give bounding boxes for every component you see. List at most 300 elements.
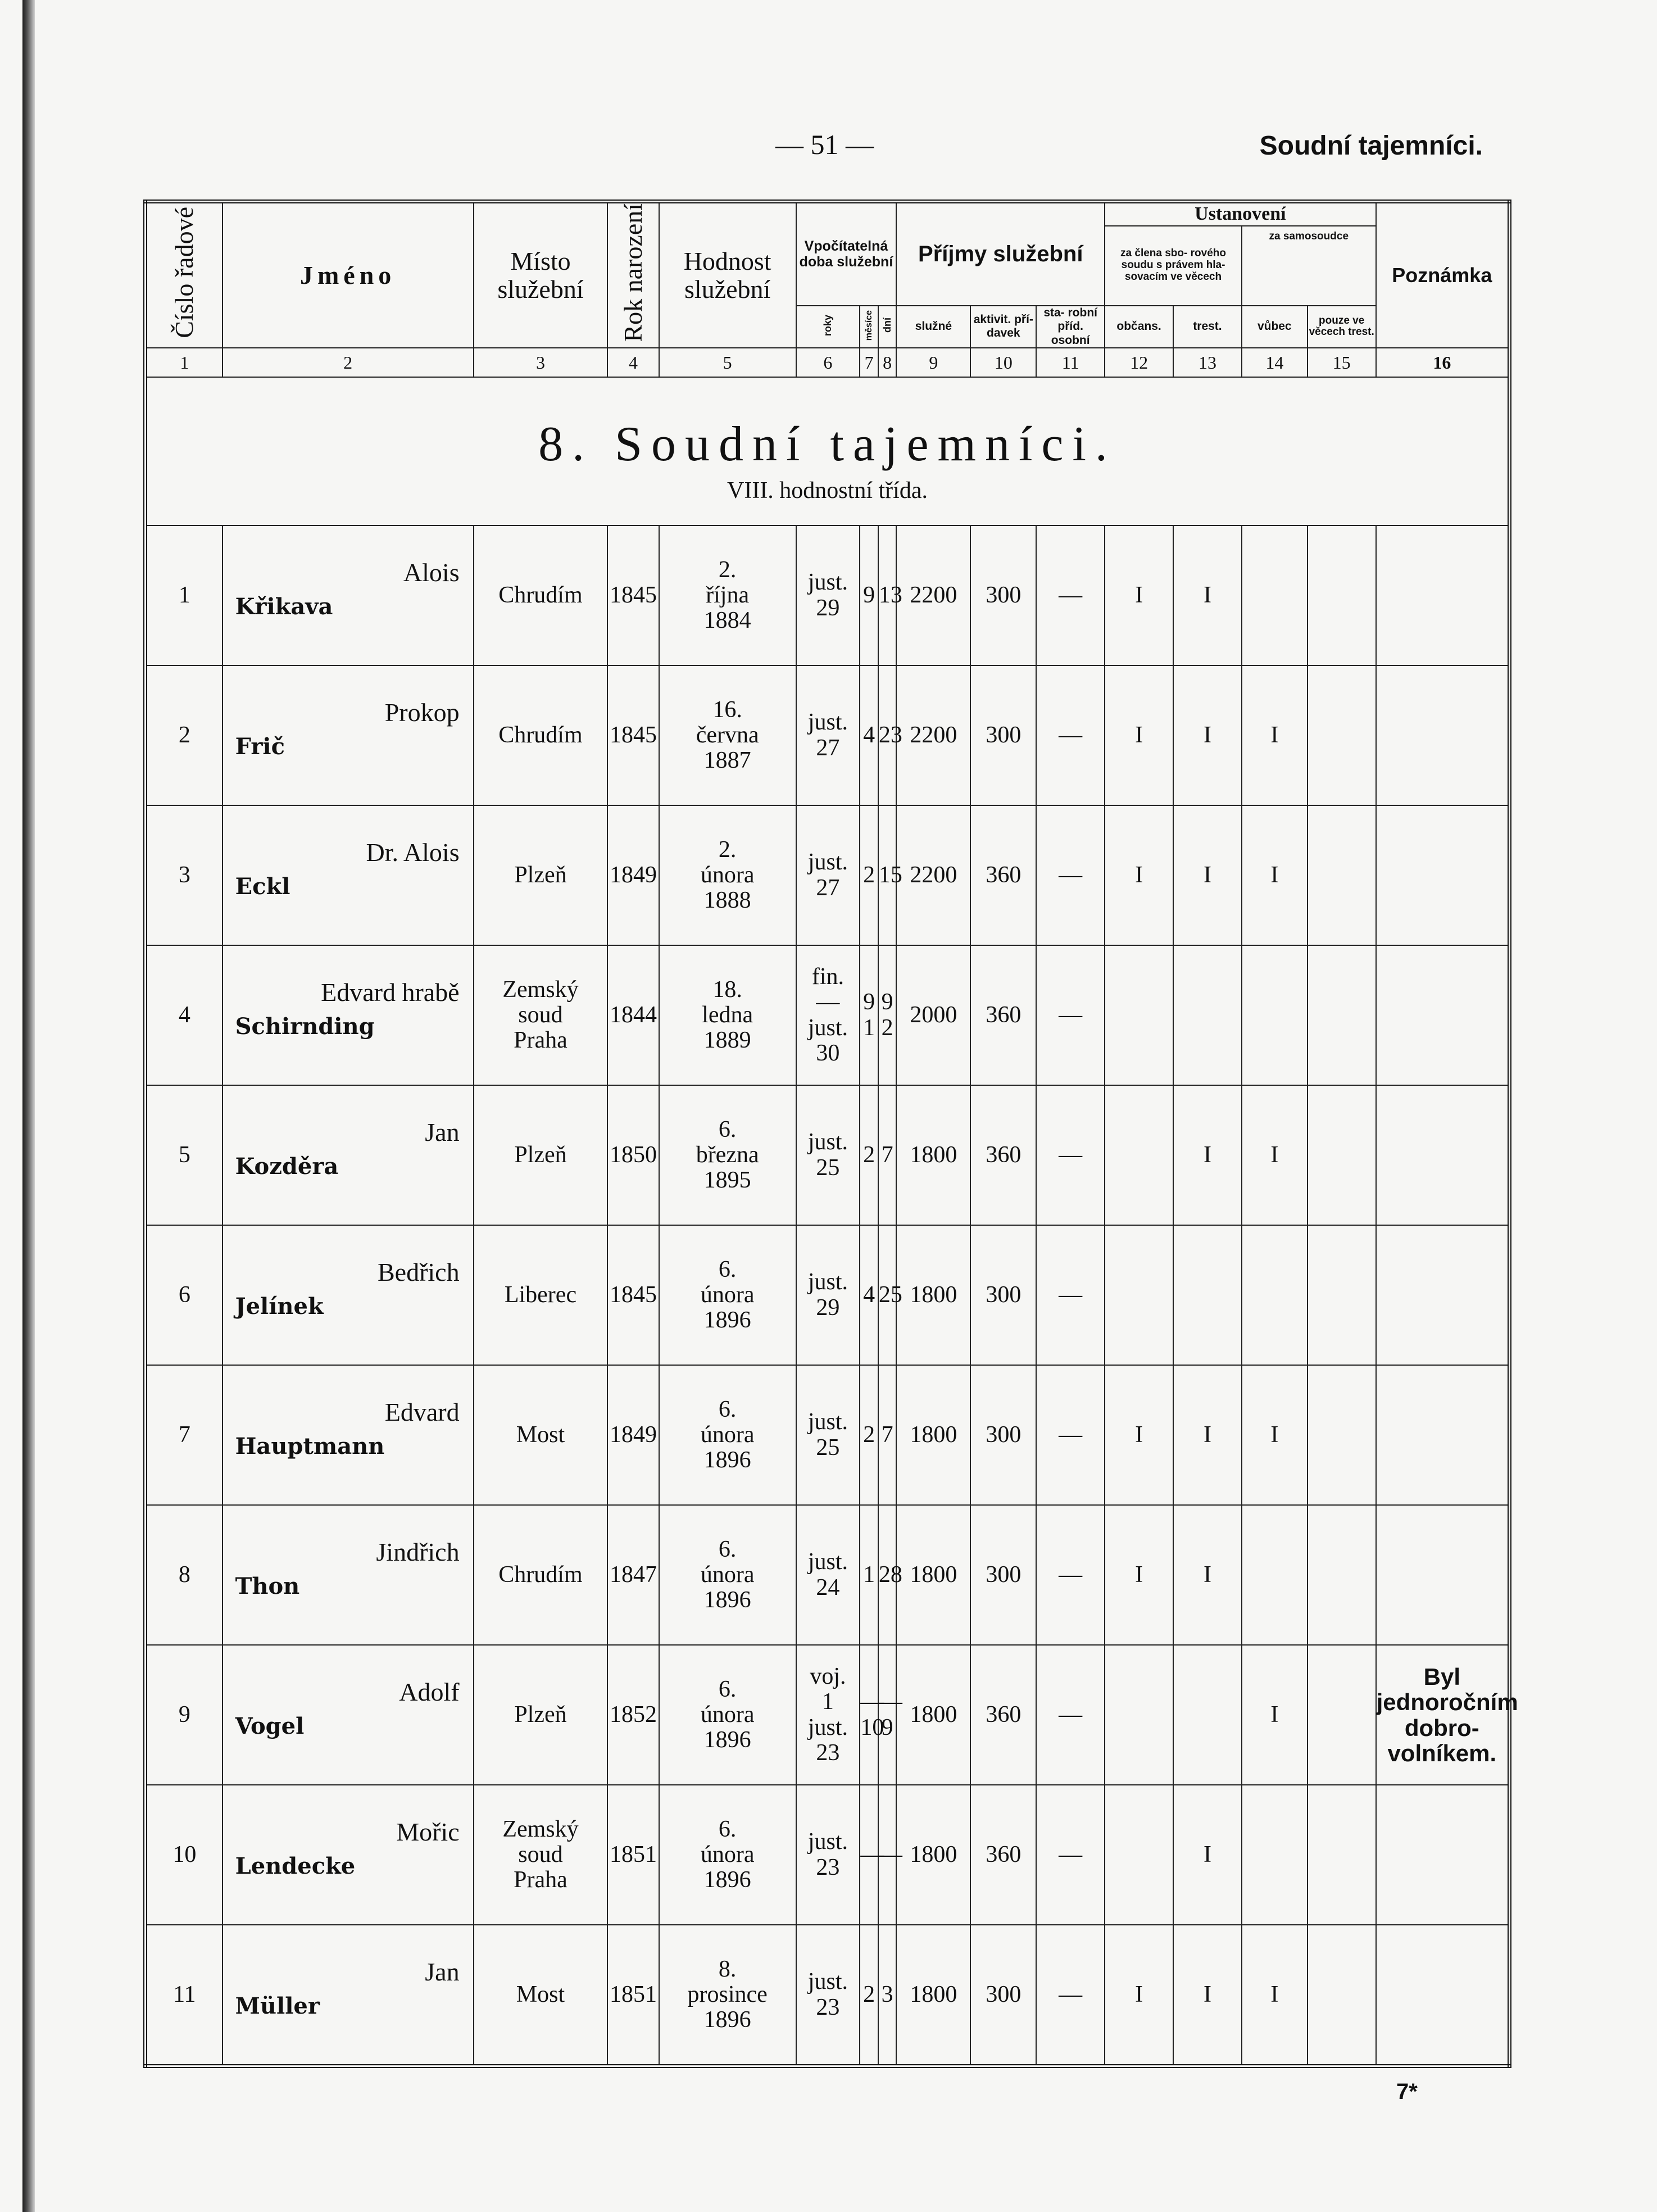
given-name: Alois	[403, 558, 460, 587]
service-years-cell-line: just.	[807, 1714, 848, 1740]
service-years-cell-line: 1	[821, 1689, 834, 1715]
criminal-appointment-cell: I	[1173, 805, 1242, 945]
rank-date-cell-line: 6.	[718, 1816, 737, 1842]
service-months-cell-line: 4	[863, 1282, 875, 1308]
service-months-cell-line: 2	[863, 1982, 875, 2008]
birth-year-cell: 1852	[607, 1645, 659, 1785]
service-months-cell	[860, 1365, 878, 1505]
header-months: měsíce	[860, 306, 878, 348]
rank-date-cell-line: 1896	[703, 1447, 751, 1474]
surname: Hauptmann	[235, 1433, 385, 1460]
remark-cell	[1376, 1505, 1510, 1645]
rank-date-cell-line: února	[700, 1562, 755, 1588]
service-years-cell-line: fin.	[811, 963, 844, 990]
given-name: Adolf	[399, 1678, 460, 1707]
rank-date-cell-line: 1888	[703, 887, 751, 914]
column-number: 7	[860, 348, 878, 377]
salary-cell: 2200	[896, 805, 970, 945]
rank-date-cell-line: 2.	[718, 556, 737, 583]
serial-number-cell: 11	[146, 1925, 223, 2066]
birth-year-cell: 1845	[607, 1225, 659, 1365]
service-days-cell-line: 28	[878, 1562, 902, 1588]
rank-date-cell-line: října	[706, 582, 750, 609]
header-rank: Hodnost služební	[659, 202, 796, 348]
given-name: Prokop	[384, 698, 460, 727]
service-years-cell-line: 24	[816, 1574, 840, 1601]
service-days-cell-line: 15	[878, 862, 902, 889]
salary-cell: 1800	[896, 1645, 970, 1785]
service-months-cell-line: 9	[863, 582, 875, 609]
service-years-cell-line: just.	[807, 1549, 848, 1575]
salary-cell: 2200	[896, 525, 970, 665]
rank-date-cell-line: 1889	[703, 1027, 751, 1054]
given-name: Jan	[425, 1118, 460, 1147]
personal-bonus-cell: —	[1036, 525, 1105, 665]
service-months-cell	[860, 1225, 878, 1365]
service-months-cell-line: 1	[863, 1014, 875, 1041]
given-name: Dr. Alois	[366, 838, 460, 867]
section-title: 8. Soudní tajemníci.	[538, 416, 1116, 472]
single-judge-general-cell: I	[1242, 1925, 1308, 2066]
name-cell	[223, 805, 474, 945]
duty-station-cell-line: Zemský	[502, 1816, 579, 1842]
birth-year-cell: 1849	[607, 805, 659, 945]
salary-cell: 2200	[896, 665, 970, 805]
header-criminal: trest.	[1173, 306, 1242, 348]
table-row	[146, 1365, 1510, 1505]
rank-date-cell	[659, 1365, 796, 1505]
rank-date-cell-line: února	[700, 1702, 755, 1728]
service-days-cell	[878, 1785, 902, 1925]
given-name: Edvard	[384, 1398, 460, 1427]
service-months-cell	[860, 1645, 884, 1785]
service-months-cell-line: 2	[863, 862, 875, 889]
personal-bonus-cell: —	[1036, 665, 1105, 805]
rank-date-cell-line: února	[700, 1282, 755, 1308]
birth-year-cell: 1847	[607, 1505, 659, 1645]
personnel-register-table	[143, 200, 1518, 2068]
duty-station-cell-line: Chrudím	[498, 722, 583, 749]
surname: Vogel	[235, 1713, 305, 1740]
criminal-appointment-cell: I	[1173, 1505, 1242, 1645]
rank-date-cell	[659, 1085, 796, 1225]
service-days-cell-line: 9	[881, 989, 893, 1016]
service-days-cell-line: 25	[878, 1282, 902, 1308]
single-judge-criminal-cell	[1308, 805, 1376, 945]
section-heading-cell	[146, 377, 1510, 525]
surname: Kozděra	[235, 1153, 339, 1180]
service-years-cell-line: just.	[807, 1969, 848, 1995]
name-cell	[223, 1225, 474, 1365]
service-years-cell	[796, 805, 860, 945]
column-number: 2	[223, 348, 474, 377]
service-days-cell-line: 23	[878, 722, 902, 749]
criminal-appointment-cell: I	[1173, 1365, 1242, 1505]
serial-number-cell: 1	[146, 525, 223, 665]
service-months-cell	[860, 1925, 878, 2066]
surname: Lendecke	[235, 1853, 356, 1880]
civil-appointment-cell: I	[1105, 805, 1173, 945]
service-years-cell	[796, 1925, 860, 2066]
service-months-cell	[860, 1085, 878, 1225]
header-birth-year: Rok narození	[607, 202, 659, 348]
name-cell	[223, 1505, 474, 1645]
header-years: roky	[796, 306, 860, 348]
service-days-cell	[878, 1085, 897, 1225]
single-judge-general-cell: I	[1242, 1645, 1308, 1785]
single-judge-criminal-cell	[1308, 525, 1376, 665]
table-row	[146, 1785, 1510, 1925]
service-years-cell-line: just.	[807, 1409, 848, 1435]
duty-station-cell-line: Chrudím	[498, 582, 583, 609]
rank-date-cell	[659, 1505, 796, 1645]
duty-station-cell-line: Praha	[514, 1867, 568, 1893]
rank-date-cell-line: 8.	[718, 1956, 737, 1982]
given-name: Bedřich	[377, 1258, 460, 1287]
personal-bonus-cell: —	[1036, 1925, 1105, 2066]
personal-bonus-cell: —	[1036, 1365, 1105, 1505]
name-cell	[223, 665, 474, 805]
given-name: Jan	[425, 1957, 460, 1987]
service-months-cell	[860, 1785, 884, 1925]
duty-station-cell	[474, 1925, 608, 2066]
column-number: 8	[878, 348, 897, 377]
remark-cell	[1376, 1925, 1510, 2066]
activity-bonus-cell: 360	[970, 945, 1036, 1085]
personal-bonus-cell: —	[1036, 1785, 1105, 1925]
service-years-cell-line: 30	[816, 1040, 840, 1067]
service-months-cell	[860, 805, 878, 945]
column-number: 12	[1105, 348, 1173, 377]
service-years-cell-line: just.	[807, 1014, 848, 1041]
service-years-cell	[796, 665, 860, 805]
service-days-cell	[878, 525, 902, 665]
service-months-cell	[860, 945, 878, 1085]
single-judge-criminal-cell	[1308, 1505, 1376, 1645]
header-duty-station: Místo služební	[474, 202, 608, 348]
service-years-cell-line: 23	[816, 1854, 840, 1880]
table-row	[146, 1925, 1510, 2066]
rank-date-cell	[659, 665, 796, 805]
serial-number-cell: 10	[146, 1785, 223, 1925]
service-days-cell-line: 9	[881, 1714, 893, 1740]
birth-year-cell: 1851	[607, 1925, 659, 2066]
remark-cell	[1376, 1365, 1510, 1505]
service-months-cell-line: 9	[863, 989, 875, 1016]
duty-station-cell	[474, 945, 608, 1085]
rank-date-cell-line: 18.	[712, 976, 742, 1003]
service-months-cell-line: 10	[860, 1714, 884, 1740]
rank-date-cell-line: 16.	[712, 696, 742, 723]
service-years-cell-line: just.	[807, 1269, 848, 1295]
birth-year-cell: 1851	[607, 1785, 659, 1925]
rank-date-cell	[659, 1925, 796, 2066]
service-days-cell	[878, 945, 897, 1085]
criminal-appointment-cell: I	[1173, 525, 1242, 665]
remark-cell	[1376, 665, 1510, 805]
duty-station-cell-line: Chrudím	[498, 1562, 583, 1588]
birth-year-cell: 1850	[607, 1085, 659, 1225]
service-years-cell	[796, 1085, 860, 1225]
table-row	[146, 1225, 1510, 1365]
service-days-cell-line: 13	[878, 582, 902, 609]
service-years-cell	[796, 1645, 860, 1785]
column-number: 1	[146, 348, 223, 377]
activity-bonus-cell: 300	[970, 525, 1036, 665]
service-months-cell-line: 2	[863, 1142, 875, 1168]
single-judge-criminal-cell	[1308, 945, 1376, 1085]
surname: Müller	[235, 1993, 320, 2020]
column-number: 10	[970, 348, 1036, 377]
name-cell	[223, 1085, 474, 1225]
rank-date-cell-line: 1887	[703, 747, 751, 774]
header-service-period: Vpočítatelná doba služební	[796, 202, 897, 306]
duty-station-cell	[474, 525, 608, 665]
rank-date-cell	[659, 1225, 796, 1365]
service-days-cell-line: 7	[881, 1142, 893, 1168]
rank-date-cell-line: února	[700, 1422, 755, 1448]
service-years-cell-line: voj.	[810, 1663, 846, 1689]
serial-number-cell: 8	[146, 1505, 223, 1645]
criminal-appointment-cell: I	[1173, 1085, 1242, 1225]
service-days-cell-line: 2	[881, 1014, 893, 1041]
duty-station-cell-line: Plzeň	[514, 1702, 567, 1728]
service-months-cell	[860, 1505, 878, 1645]
rank-date-cell-line: 6.	[718, 1256, 737, 1282]
service-days-cell	[878, 1365, 897, 1505]
duty-station-cell-line: soud	[518, 1002, 563, 1028]
service-days-cell	[878, 1925, 897, 2066]
column-number: 14	[1242, 348, 1308, 377]
remark-cell	[1376, 1225, 1510, 1365]
personal-bonus-cell: —	[1036, 1645, 1105, 1785]
service-years-cell-line: 25	[816, 1434, 840, 1461]
table-row	[146, 665, 1510, 805]
activity-bonus-cell: 300	[970, 1225, 1036, 1365]
serial-number-cell: 5	[146, 1085, 223, 1225]
header-name: Jméno	[223, 202, 474, 348]
service-years-cell	[796, 1225, 860, 1365]
duty-station-cell	[474, 665, 608, 805]
service-years-cell	[796, 1365, 860, 1505]
service-days-cell	[878, 1225, 902, 1365]
civil-appointment-cell	[1105, 945, 1173, 1085]
single-judge-criminal-cell	[1308, 1925, 1376, 2066]
table-row	[146, 525, 1510, 665]
serial-number-cell: 9	[146, 1645, 223, 1785]
surname: Jelínek	[235, 1293, 324, 1320]
service-days-cell-line: 7	[881, 1422, 893, 1448]
activity-bonus-cell: 360	[970, 1645, 1036, 1785]
service-days-cell	[878, 1505, 902, 1645]
duty-station-cell-line: Praha	[514, 1027, 568, 1054]
name-cell	[223, 1645, 474, 1785]
single-judge-general-cell: I	[1242, 1085, 1308, 1225]
birth-year-cell: 1849	[607, 1365, 659, 1505]
single-judge-general-cell	[1242, 945, 1308, 1085]
service-years-cell	[796, 1505, 860, 1645]
service-years-cell	[796, 525, 860, 665]
rank-date-cell-line: 1896	[703, 1727, 751, 1753]
table-row	[146, 805, 1510, 945]
service-days-cell-line: —	[878, 1689, 902, 1715]
duty-station-cell	[474, 1365, 608, 1505]
single-judge-criminal-cell	[1308, 1365, 1376, 1505]
criminal-appointment-cell	[1173, 1645, 1242, 1785]
duty-station-cell-line: Most	[516, 1982, 565, 2008]
column-number: 11	[1036, 348, 1105, 377]
header-appointment: Ustanovení	[1105, 202, 1376, 226]
criminal-appointment-cell	[1173, 1225, 1242, 1365]
serial-number-cell: 2	[146, 665, 223, 805]
service-years-cell	[796, 945, 860, 1085]
criminal-appointment-cell: I	[1173, 1925, 1242, 2066]
rank-date-cell-line: 1896	[703, 1867, 751, 1893]
table-row	[146, 945, 1510, 1085]
salary-cell: 1800	[896, 1085, 970, 1225]
name-cell	[223, 1785, 474, 1925]
civil-appointment-cell: I	[1105, 1925, 1173, 2066]
service-days-cell	[878, 665, 902, 805]
personal-bonus-cell: —	[1036, 805, 1105, 945]
column-number: 13	[1173, 348, 1242, 377]
service-days-cell-line: —	[878, 1842, 902, 1868]
column-number: 3	[474, 348, 608, 377]
column-number: 9	[896, 348, 970, 377]
salary-cell: 1800	[896, 1505, 970, 1645]
personal-bonus-cell: —	[1036, 1225, 1105, 1365]
civil-appointment-cell: I	[1105, 1505, 1173, 1645]
table-row	[146, 1505, 1510, 1645]
activity-bonus-cell: 300	[970, 665, 1036, 805]
service-years-cell-line: 27	[816, 874, 840, 901]
surname: Frič	[235, 733, 285, 760]
service-years-cell-line: 23	[816, 1994, 840, 2020]
service-months-cell	[860, 525, 878, 665]
given-name: Jindřich	[376, 1538, 460, 1567]
serial-number-cell: 6	[146, 1225, 223, 1365]
surname: Eckl	[235, 873, 290, 900]
given-name: Mořic	[396, 1817, 460, 1847]
personal-bonus-cell: —	[1036, 1505, 1105, 1645]
birth-year-cell: 1845	[607, 665, 659, 805]
service-years-cell-line: 29	[816, 595, 840, 621]
service-years-cell-line: just.	[807, 1829, 848, 1855]
single-judge-general-cell	[1242, 1225, 1308, 1365]
salary-cell: 1800	[896, 1785, 970, 1925]
duty-station-cell	[474, 1505, 608, 1645]
given-name: Edvard hrabě	[321, 978, 460, 1007]
activity-bonus-cell: 360	[970, 805, 1036, 945]
rank-date-cell-line: 1896	[703, 1587, 751, 1613]
single-judge-general-cell: I	[1242, 665, 1308, 805]
header-single-judge: za samosoudce	[1242, 226, 1376, 306]
service-months-cell-line: —	[860, 1689, 884, 1715]
single-judge-criminal-cell	[1308, 1645, 1376, 1785]
duty-station-cell	[474, 1785, 608, 1925]
remark-cell: Byl jednoročním dobro- volníkem.	[1376, 1645, 1510, 1785]
header-days: dní	[878, 306, 897, 348]
column-number-row	[146, 348, 1510, 377]
running-head: Soudní tajemníci.	[1259, 131, 1483, 161]
salary-cell: 1800	[896, 1925, 970, 2066]
civil-appointment-cell: I	[1105, 525, 1173, 665]
remark-cell	[1376, 1785, 1510, 1925]
single-judge-general-cell	[1242, 1505, 1308, 1645]
header-only-criminal: pouze ve věcech trest.	[1308, 306, 1376, 348]
rank-date-cell-line: 6.	[718, 1116, 737, 1143]
column-number: 15	[1308, 348, 1376, 377]
rank-date-cell-line: 2.	[718, 836, 737, 863]
activity-bonus-cell: 300	[970, 1505, 1036, 1645]
column-number: 16	[1376, 348, 1510, 377]
header-personal-bonus: sta- robní příd. osobní	[1036, 306, 1105, 348]
duty-station-cell-line: soud	[518, 1842, 563, 1868]
rank-date-cell-line: 1884	[703, 608, 751, 634]
column-number: 5	[659, 348, 796, 377]
service-months-cell-line: 1	[863, 1562, 875, 1588]
service-days-cell-line: 3	[881, 1982, 893, 2008]
service-years-cell-line: just.	[807, 569, 848, 596]
single-judge-general-cell: I	[1242, 805, 1308, 945]
rank-date-cell-line: 6.	[718, 1676, 737, 1702]
single-judge-general-cell: I	[1242, 1365, 1308, 1505]
criminal-appointment-cell: I	[1173, 665, 1242, 805]
header-in-general: vůbec	[1242, 306, 1308, 348]
header-serial-number: Číslo řadové	[146, 202, 223, 348]
rank-date-cell	[659, 1785, 796, 1925]
service-months-cell	[860, 665, 878, 805]
page-number: — 51 —	[775, 129, 874, 160]
single-judge-criminal-cell	[1308, 665, 1376, 805]
header-income: Příjmy služební	[896, 202, 1105, 306]
civil-appointment-cell	[1105, 1085, 1173, 1225]
duty-station-cell-line: Plzeň	[514, 862, 567, 889]
section-heading-row	[146, 377, 1510, 525]
name-cell	[223, 525, 474, 665]
duty-station-cell	[474, 1085, 608, 1225]
service-months-cell-line: 2	[863, 1422, 875, 1448]
rank-date-cell-line: 1896	[703, 2007, 751, 2033]
activity-bonus-cell: 360	[970, 1785, 1036, 1925]
duty-station-cell-line: Most	[516, 1422, 565, 1448]
single-judge-criminal-cell	[1308, 1225, 1376, 1365]
serial-number-cell: 3	[146, 805, 223, 945]
service-years-cell-line: 29	[816, 1294, 840, 1321]
service-days-cell	[878, 805, 902, 945]
remark-cell	[1376, 805, 1510, 945]
column-number: 6	[796, 348, 860, 377]
serial-number-cell: 4	[146, 945, 223, 1085]
rank-date-cell	[659, 945, 796, 1085]
duty-station-cell-line: Zemský	[502, 976, 579, 1003]
birth-year-cell: 1845	[607, 525, 659, 665]
duty-station-cell	[474, 805, 608, 945]
service-months-cell-line: 4	[863, 722, 875, 749]
rank-date-cell	[659, 805, 796, 945]
salary-cell: 1800	[896, 1365, 970, 1505]
single-judge-criminal-cell	[1308, 1085, 1376, 1225]
duty-station-cell-line: Liberec	[504, 1282, 577, 1308]
civil-appointment-cell	[1105, 1785, 1173, 1925]
single-judge-general-cell	[1242, 1785, 1308, 1925]
criminal-appointment-cell: I	[1173, 1785, 1242, 1925]
table-row	[146, 1085, 1510, 1225]
rank-date-cell	[659, 1645, 796, 1785]
salary-cell: 2000	[896, 945, 970, 1085]
personal-bonus-cell: —	[1036, 945, 1105, 1085]
rank-date-cell-line: 6.	[718, 1536, 737, 1562]
